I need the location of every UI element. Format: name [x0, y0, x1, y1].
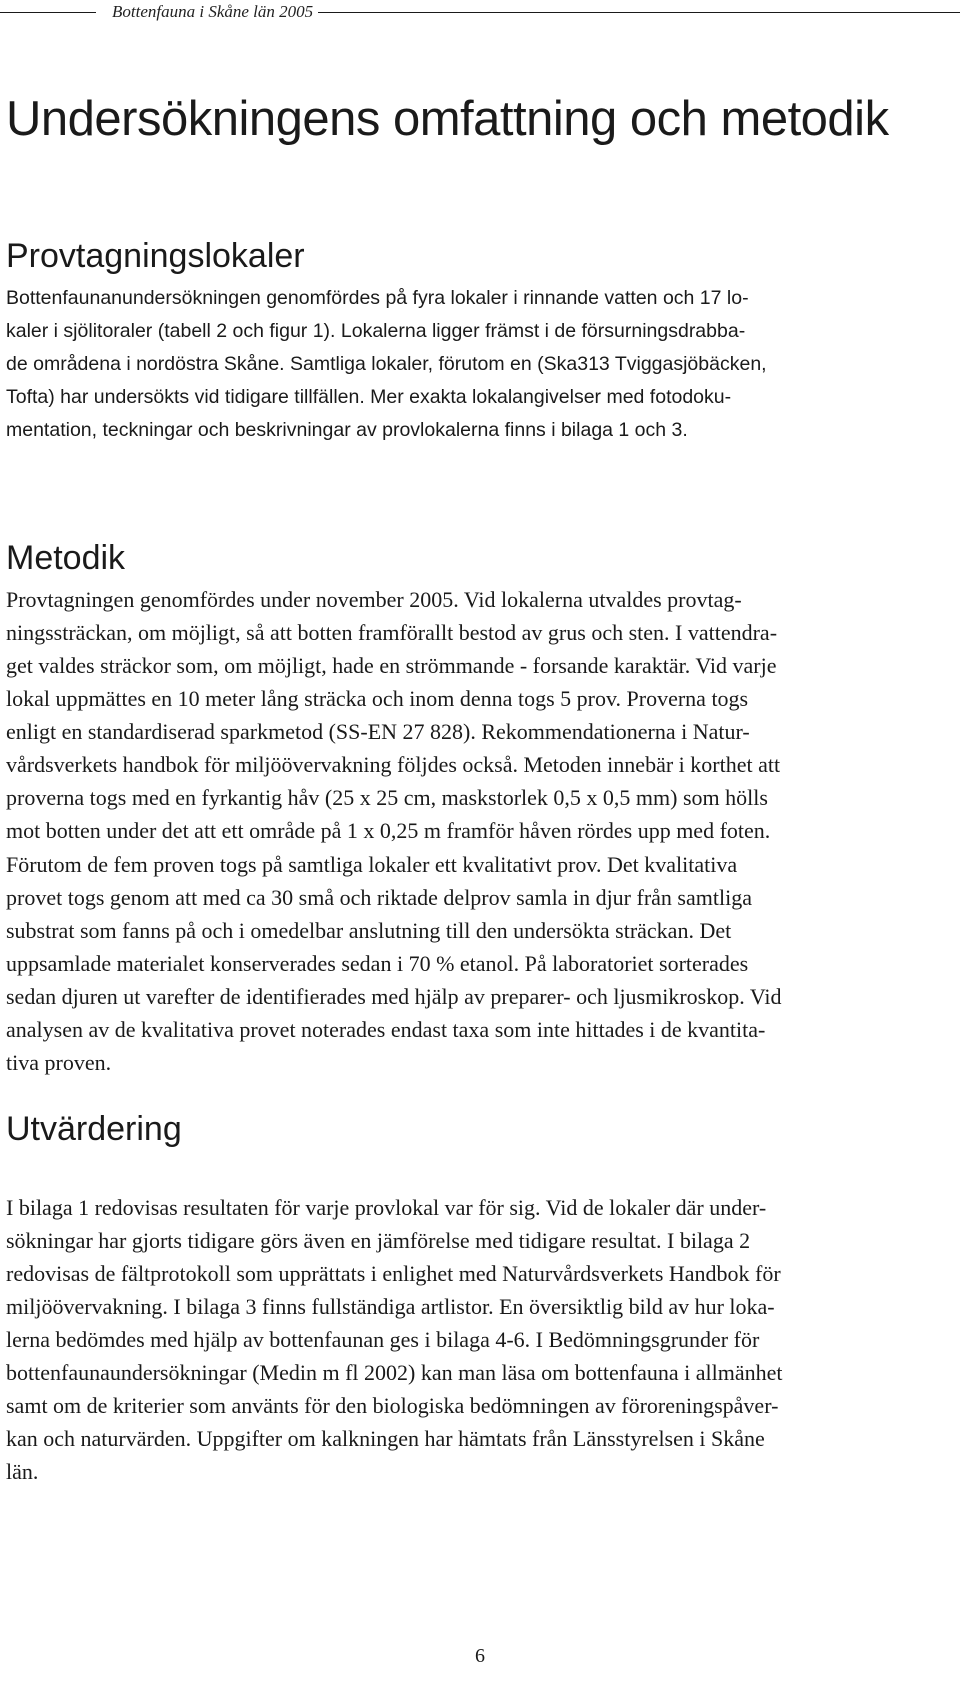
text-line: Tofta) har undersökts vid tidigare tillfällen. Mer exakta lokalangivelser med fotodoku-: [6, 386, 732, 408]
page-number: 6: [475, 1645, 485, 1667]
text-line: sökningar har gjorts tidigare görs även en jämförelse med tidigare resultat. I bilaga 2: [6, 1228, 751, 1253]
text-line: analysen av de kvalitativa provet noterades endast taxa som inte hittades i de kvantita-: [6, 1017, 766, 1042]
paragraph-utvardering: [6, 1191, 950, 1488]
paragraph-provtagningslokaler: [6, 282, 950, 447]
text-line: de områdena i nordöstra Skåne. Samtliga lokaler, förutom en (Ska313 Tviggasjöbäcken,: [6, 353, 767, 375]
text-line: kan och naturvärden. Uppgifter om kalkningen har hämtats från Länsstyrelsen i Skåne: [6, 1426, 765, 1451]
text-line: I bilaga 1 redovisas resultaten för varje provlokal var för sig. Vid de lokaler där under-: [6, 1195, 767, 1220]
text-line: substrat som fanns på och i omedelbar anslutning till den undersökta sträckan. Det: [6, 918, 732, 943]
paragraph-metodik-2: [6, 848, 950, 1079]
text-line: get valdes sträckor som, om möjligt, hade en strömmande - forsande karaktär. Vid varje: [6, 653, 777, 678]
text-line: vårdsverkets handbok för miljöövervakning följdes också. Metoden innebär i korthet att: [6, 752, 781, 777]
text-line: bottenfaunaundersökningar (Medin m fl 2002) kan man läsa om bottenfauna i allmänhet: [6, 1360, 783, 1385]
text-line: proverna togs med en fyrkantig håv (25 x 25 cm, maskstorlek 0,5 x 0,5 mm) som hölls: [6, 785, 768, 810]
section-heading-utvardering: Utvärdering: [6, 1110, 182, 1148]
text-line: enligt en standardiserad sparkmetod (SS-EN 27 828). Rekommendationerna i Natur-: [6, 719, 750, 744]
page-title: Undersökningens omfattning och metodik: [6, 92, 889, 146]
text-line: uppsamlade materialet konserverades sedan i 70 % etanol. På laboratoriet sorterades: [6, 951, 749, 976]
header-rule-right: [318, 12, 960, 13]
text-line: mot botten under det att ett område på 1 x 0,25 m framför håven rördes upp med foten.: [6, 818, 771, 843]
text-line: Bottenfaunanundersökningen genomfördes på fyra lokaler i rinnande vatten och 17 lo-: [6, 287, 749, 309]
text-line: län.: [6, 1459, 39, 1484]
text-line: ningssträckan, om möjligt, så att botten framförallt bestod av grus och sten. I vattendra-: [6, 620, 778, 645]
text-line: sedan djuren ut varefter de identifierades med hjälp av preparer- och ljusmikroskop. Vid: [6, 984, 782, 1009]
text-line: mentation, teckningar och beskrivningar av provlokalerna finns i bilaga 1 och 3.: [6, 419, 688, 441]
text-line: samt om de kriterier som använts för den biologiska bedömningen av föroreningspåver-: [6, 1393, 779, 1418]
text-line: tiva proven.: [6, 1050, 112, 1075]
section-heading-provtagningslokaler: Provtagningslokaler: [6, 237, 305, 275]
text-line: lokal uppmättes en 10 meter lång sträcka och inom denna togs 5 prov. Proverna togs: [6, 686, 749, 711]
text-line: redovisas de fältprotokoll som upprättats i enlighet med Naturvårdsverkets Handbok för: [6, 1261, 781, 1286]
section-heading-metodik: Metodik: [6, 539, 126, 577]
text-line: lerna bedömdes med hjälp av bottenfaunan ges i bilaga 4-6. I Bedömningsgrunder för: [6, 1327, 760, 1352]
running-header-title: Bottenfauna i Skåne län 2005: [112, 2, 314, 21]
text-line: miljöövervakning. I bilaga 3 finns fullständiga artlistor. En översiktlig bild av hur loka-: [6, 1294, 775, 1319]
text-line: Provtagningen genomfördes under november 2005. Vid lokalerna utvaldes provtag-: [6, 587, 742, 612]
text-line: Förutom de fem proven togs på samtliga lokaler ett kvalitativt prov. Det kvalitativa: [6, 852, 738, 877]
text-line: kaler i sjölitoraler (tabell 2 och figur 1). Lokalerna ligger främst i de försurningsdrabba-: [6, 320, 746, 342]
running-header: [0, 2, 960, 22]
text-line: provet togs genom att med ca 30 små och riktade delprov samla in djur från samtliga: [6, 885, 752, 910]
header-rule-left: [0, 12, 96, 13]
paragraph-metodik-1: [6, 583, 950, 847]
